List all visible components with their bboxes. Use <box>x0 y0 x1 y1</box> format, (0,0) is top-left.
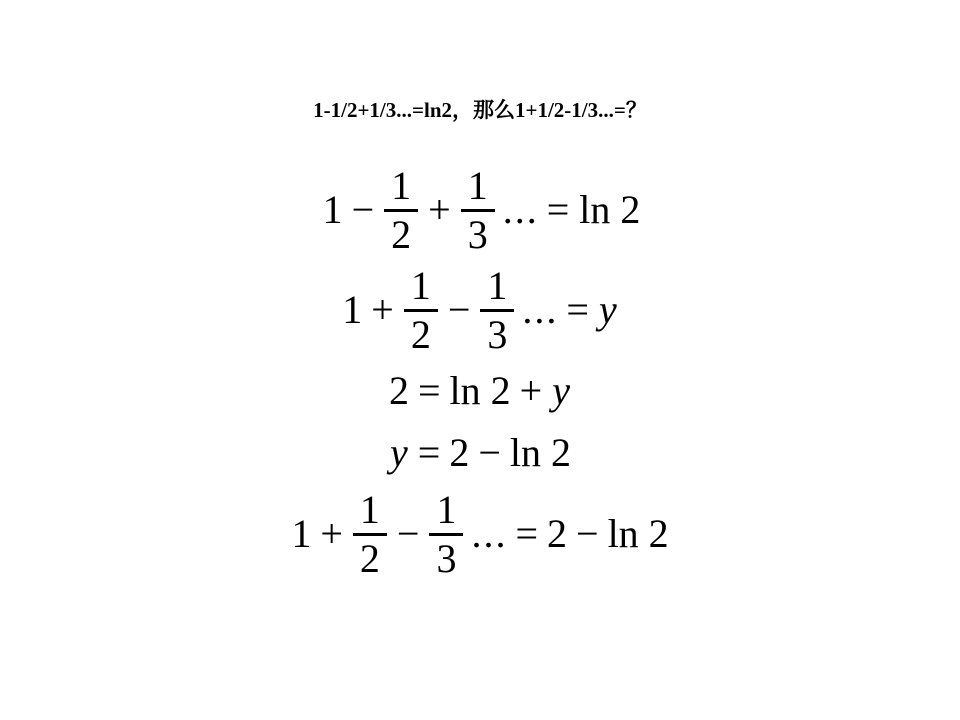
eq5-operator-1: + <box>320 511 343 556</box>
eq5-operator-2: − <box>396 511 420 556</box>
eq1-right-side: ln 2 <box>579 187 641 232</box>
eq2-equals: = <box>566 287 589 332</box>
equation-row-1 <box>0 160 960 260</box>
eq2-fraction-2-denominator: 3 <box>487 311 508 357</box>
equation-row-2 <box>0 260 960 360</box>
eq4-operator: − <box>478 430 501 475</box>
eq2-ellipsis: ... <box>522 287 559 332</box>
eq2-right-side: y <box>598 287 617 332</box>
eq4-equals: = <box>417 430 441 475</box>
eq2-fraction-2 <box>480 262 514 357</box>
eq1-fraction-2 <box>461 162 495 257</box>
eq1-lead: 1 <box>322 187 343 232</box>
eq5-ellipsis: ... <box>471 511 508 556</box>
equation-list <box>0 160 960 584</box>
eq1-ellipsis: ... <box>502 187 539 232</box>
eq2-fraction-1-numerator: 1 <box>410 262 431 308</box>
eq2-operator-1: + <box>371 287 394 332</box>
eq2-fraction-1 <box>404 262 438 357</box>
eq5-fraction-2-denominator: 3 <box>436 535 457 581</box>
equation-3 <box>386 360 574 422</box>
equation-row-4 <box>0 422 960 484</box>
eq5-operator-3: − <box>576 511 599 556</box>
page-title-suffix: 1+1/2-1/3...=？ <box>515 98 647 122</box>
eq2-fraction-1-denominator: 2 <box>410 311 431 357</box>
eq5-fraction-1 <box>353 486 387 581</box>
eq1-fraction-2-denominator: 3 <box>467 211 488 257</box>
eq1-fraction-1-numerator: 1 <box>391 162 412 208</box>
eq5-right-term-1: 2 <box>547 511 567 556</box>
eq5-fraction-2-numerator: 1 <box>436 486 457 532</box>
page-title-prefix: 1-1/2+1/3...=ln2 <box>313 98 452 122</box>
eq3-right-term-2: y <box>552 368 570 413</box>
equation-row-3 <box>0 360 960 422</box>
equation-4 <box>386 422 574 484</box>
eq2-fraction-2-numerator: 1 <box>487 262 508 308</box>
eq4-right-term-1: 2 <box>449 430 470 475</box>
page-title <box>0 94 960 124</box>
eq2-operator-2: − <box>447 287 471 332</box>
eq4-right-term-2: ln 2 <box>509 430 571 475</box>
eq5-equals: = <box>515 511 538 556</box>
equation-1 <box>320 160 641 260</box>
eq5-fraction-2 <box>429 486 463 581</box>
eq1-operator-2: + <box>428 187 451 232</box>
eq3-left-side: 2 <box>388 368 409 413</box>
equation-5 <box>288 484 671 584</box>
eq4-left-side: y <box>389 430 408 475</box>
eq3-right-term-1: ln 2 <box>449 368 511 413</box>
eq1-fraction-1 <box>384 162 418 257</box>
eq1-fraction-1-denominator: 2 <box>391 211 412 257</box>
eq5-lead: 1 <box>291 511 312 556</box>
equation-2 <box>339 260 620 360</box>
eq5-right-term-2: ln 2 <box>607 511 669 556</box>
eq5-fraction-1-numerator: 1 <box>359 486 380 532</box>
page-title-cjk: ，那么 <box>452 98 515 122</box>
eq5-fraction-1-denominator: 2 <box>359 535 380 581</box>
eq1-equals: = <box>546 187 570 232</box>
equation-row-5 <box>0 484 960 584</box>
eq3-equals: = <box>417 368 441 413</box>
eq1-operator-1: − <box>351 187 375 232</box>
eq1-fraction-2-numerator: 1 <box>467 162 488 208</box>
eq2-lead: 1 <box>342 287 363 332</box>
eq3-operator: + <box>519 368 543 413</box>
